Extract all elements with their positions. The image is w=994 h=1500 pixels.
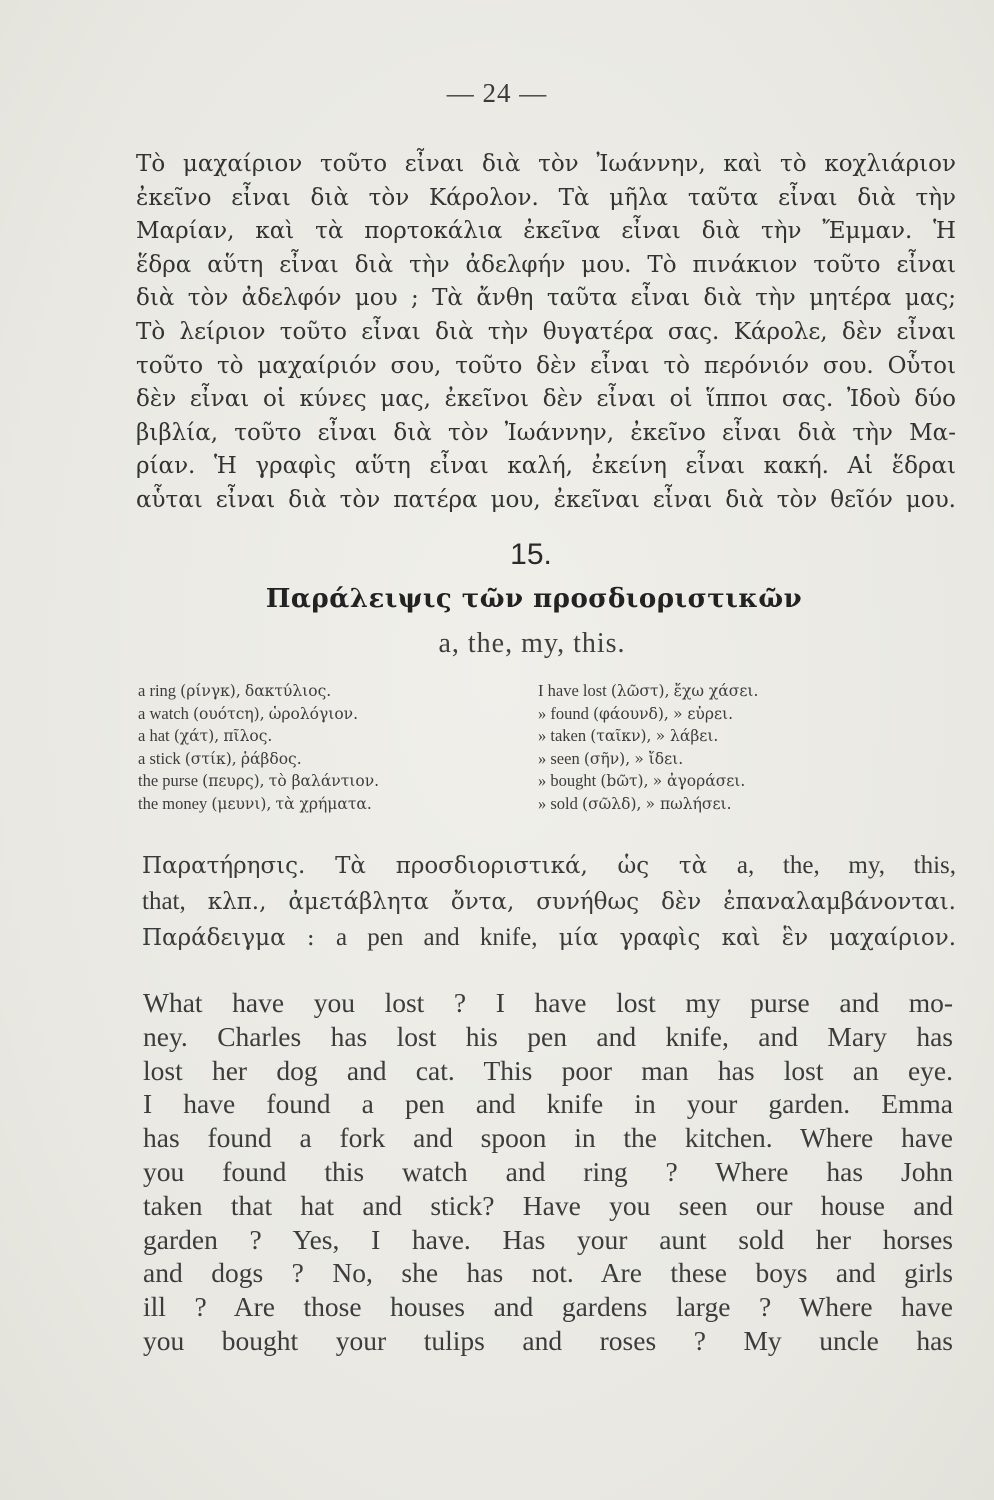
vocabulary-row [138,793,958,816]
greek-line: τοῦτο τὸ μαχαίριόν σου, τοῦτο δὲν εἶναι τὸ περόνιόν σου. Οὗτοι [136,352,956,379]
english-line: ney. Charles has lost his pen and knife, and Mary has [143,1020,953,1052]
english-line: ill ? Are those houses and gardens large ? Where have [143,1291,953,1323]
section-subtitle: a, the, my, this. [438,628,626,659]
vocabulary-verb: » sold (σῶλδ), » πωλήσει. [538,793,732,813]
english-line: taken that hat and stick? Have you seen our house and [143,1189,953,1221]
english-line: has found a fork and spoon in the kitchen. Where have [143,1122,953,1154]
vocabulary-verb: » found (φάουνδ), » εὑρει. [538,703,733,723]
vocabulary-row [138,770,958,793]
section-heading: Παράλειψις τῶν προσδιοριστικῶν [265,584,803,614]
vocabulary-noun: a stick (στίκ), ῥάβδος. [138,748,302,768]
greek-line: ρίαν. Ἡ γραφὶς αὕτη εἶναι καλή, ἐκείνη εἶναι κακή. Αἱ ἕδραι [136,453,956,480]
english-line: you bought your tulips and roses ? My uncle has [143,1324,953,1356]
greek-line: δὲν εἶναι οἱ κύνες μας, ἐκεῖνοι δὲν εἶναι οἱ ἵπποι σας. Ἰδοὺ δύο [136,386,956,413]
greek-line: Τὸ λείριον τοῦτο εἶναι διὰ τὴν θυγατέρα σας. Κάρολε, δὲν εἶναι [136,318,956,345]
page-number: — 24 — [446,78,548,108]
greek-line: διὰ τὸν ἀδελφόν μου ; Τὰ ἄνθη ταῦτα εἶναι διὰ τὴν μητέρα μας; [136,285,956,312]
english-line: and dogs ? No, she has not. Are these boys and girls [143,1257,953,1289]
vocabulary-row [138,725,958,748]
english-line: What have you lost ? I have lost my purse and mo- [143,987,953,1018]
grammar-note [142,848,956,956]
section-number: 15. [510,538,552,571]
vocabulary-noun: the money (μευνι), τὰ χρήματα. [138,793,372,813]
vocabulary-noun: a ring (ρίνγκ), δακτύλιος. [138,681,332,700]
greek-line: αὗται εἶναι διὰ τὸν πατέρα μου, ἐκεῖναι εἶναι διὰ τὸν θεῖόν μου. [136,486,956,513]
greek-line: Τὸ μαχαίριον τοῦτο εἶναι διὰ τὸν Ἰωάννην, καὶ τὸ κοχλιάριον [136,151,956,177]
vocabulary-list [138,680,958,816]
vocabulary-noun: the purse (πευρς), τὸ βαλάντιον. [138,771,380,791]
vocabulary-verb: I have lost (λῶστ), ἔχω χάσει. [538,681,759,700]
greek-line: ἐκεῖνο εἶναι διὰ τὸν Κάρολον. Τὰ μῆλα ταῦτα εἶναι διὰ τὴν [136,184,956,211]
english-line: you found this watch and ring ? Where has John [143,1155,953,1187]
note-line: Παράδειγμα : a pen and knife, μία γραφὶς καὶ ἓν μαχαίριον. [142,924,956,951]
english-exercise-paragraph [143,986,953,1358]
vocabulary-noun: a hat (χάτ), πῖλος. [138,726,273,746]
vocabulary-row [138,680,958,703]
english-line: lost her dog and cat. This poor man has lost an eye. [143,1054,953,1086]
greek-exercise-paragraph [136,148,956,518]
vocabulary-verb: » bought (bῶτ), » ἀγοράσει. [538,771,746,791]
english-line: I have found a pen and knife in your garden. Emma [143,1088,953,1120]
vocabulary-row [138,748,958,771]
greek-line: βιβλία, τοῦτο εἶναι διὰ τὸν Ἰωάννην, ἐκεῖνο εἶναι διὰ τὴν Μα- [136,419,956,446]
vocabulary-noun: a watch (ουότcη), ὡρολόγιον. [138,703,359,723]
vocabulary-verb: » seen (σῆν), » ἴδει. [538,748,684,768]
note-line: Παρατήρησις. Τὰ προσδιοριστικά, ὡς τὰ a, the, my, this, [142,852,956,879]
note-line: that, κλπ., ἀμετάβλητα ὄντα, συνήθως δὲν ἐπαναλαμβάνονται. [142,888,956,915]
greek-line: ἕδρα αὕτη εἶναι διὰ τὴν ἀδελφήν μου. Τὸ πινάκιον τοῦτο εἶναι [136,251,956,278]
greek-line: Μαρίαν, καὶ τὰ πορτοκάλια ἐκεῖνα εἶναι διὰ τὴν Ἔμμαν. Ἡ [136,218,956,245]
vocabulary-verb: » taken (ταῖκν), » λάβει. [538,726,719,746]
vocabulary-row [138,703,958,726]
english-line: garden ? Yes, I have. Has your aunt sold her horses [143,1223,953,1255]
